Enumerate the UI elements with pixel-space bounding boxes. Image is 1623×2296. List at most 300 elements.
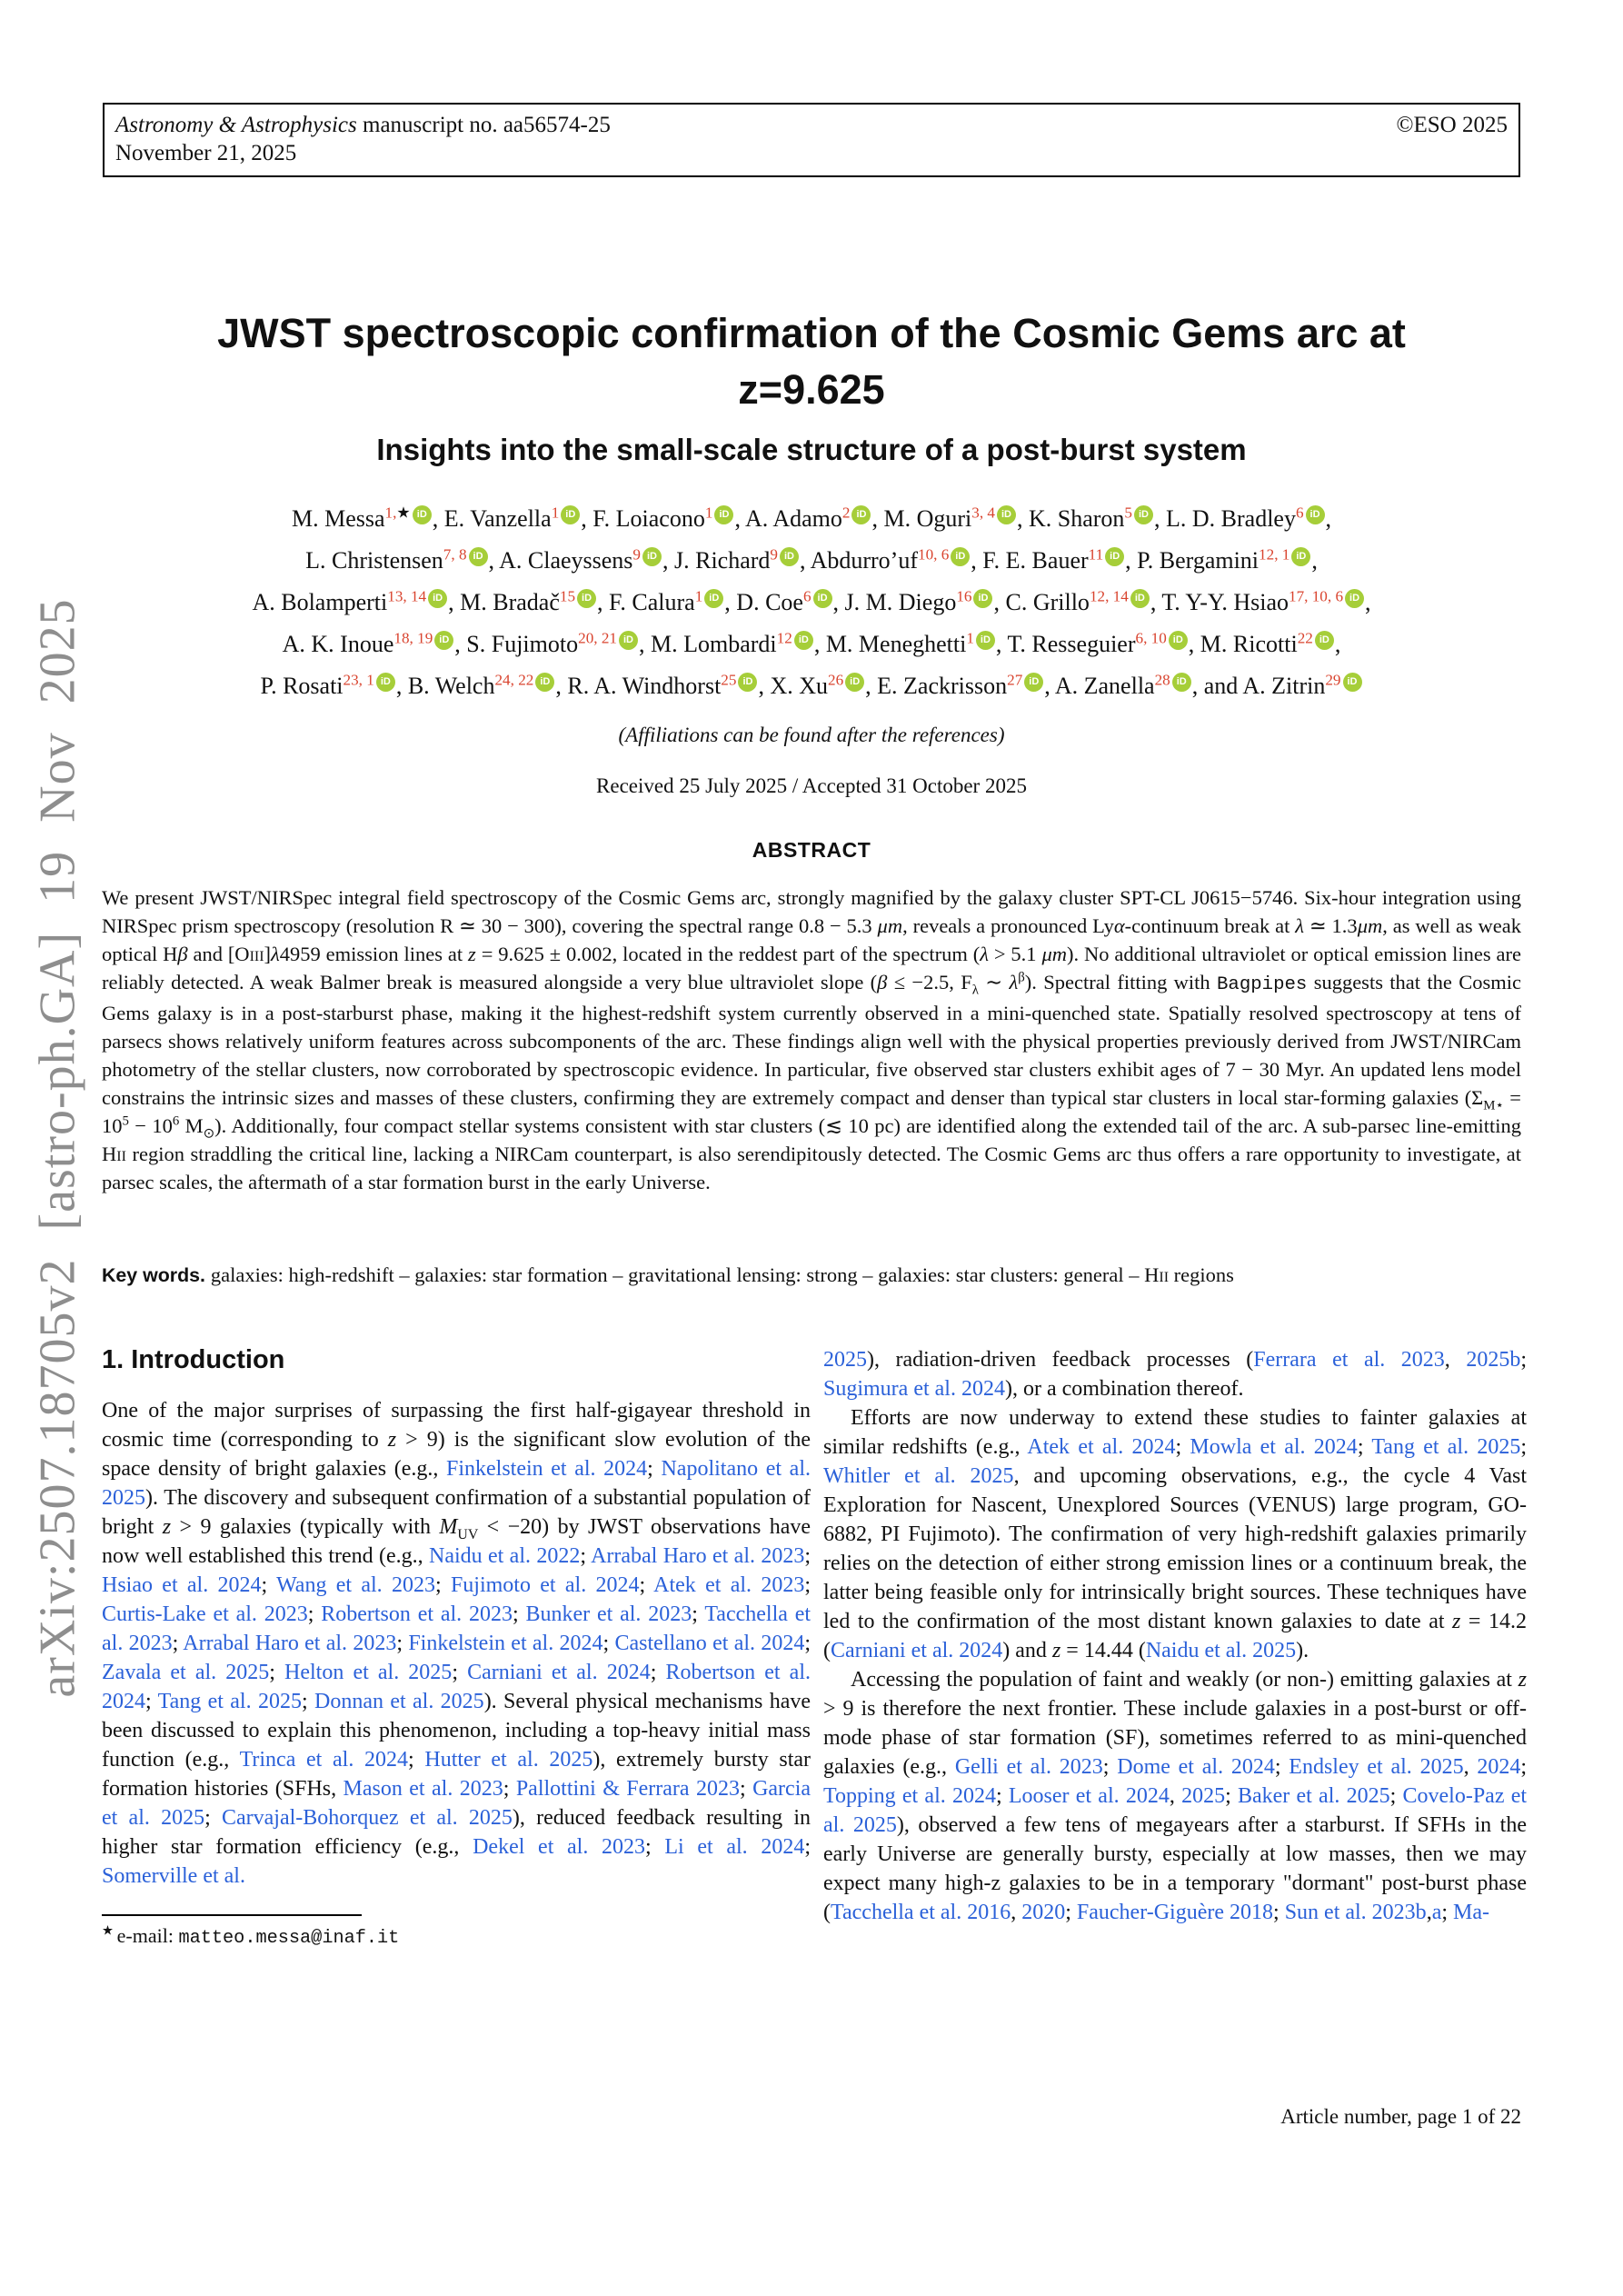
citation-link[interactable]: Curtis-Lake et al. 2023 [102, 1602, 308, 1626]
text-segment: ; [1520, 1348, 1527, 1372]
citation-link[interactable]: 2025 [823, 1348, 867, 1372]
orcid-icon[interactable]: iD [845, 673, 864, 692]
text-segment: < −20) by JWST observations have now well established this trend (e.g., [102, 1515, 811, 1568]
citation-link[interactable]: Topping et al. 2024 [823, 1784, 996, 1808]
text-segment: > 5.1 [988, 943, 1042, 965]
citation-link[interactable]: Trinca et al. 2024 [239, 1748, 409, 1772]
citation-link[interactable]: Tacchella et al. 2016 [831, 1901, 1011, 1924]
citation-link[interactable]: Donnan et al. 2025 [314, 1690, 484, 1713]
text-segment: 24, 22 [494, 671, 534, 689]
text-segment: region straddling the critical line, lacking a NIRCam counterpart, is also serendipitously detected. The Cosmic Gems arc thus offers a rare opportunity to investigate, at parsec scales, the aftermath of a star formation burst in the early Universe. [102, 1143, 1521, 1193]
citation-link[interactable]: Endsley et al. 2025 [1289, 1755, 1464, 1779]
date-line: November 21, 2025 [115, 141, 297, 165]
left-column [102, 1345, 811, 1952]
citation-link[interactable]: Naidu et al. 2022 [429, 1544, 581, 1568]
text-segment: z [387, 1428, 397, 1452]
text-segment: L. Christensen [305, 547, 443, 574]
citation-link[interactable]: Looser et al. 2024 [1008, 1784, 1170, 1808]
orcid-icon[interactable]: iD [1306, 505, 1325, 524]
text-segment: ; [1175, 1435, 1190, 1459]
arxiv-watermark-text: arXiv:2507.18705v2 [astro-ph.GA] 19 Nov 2025 [30, 598, 86, 1698]
text-segment: ; [301, 1690, 314, 1713]
citation-link[interactable]: Atek et al. 2024 [1027, 1435, 1176, 1459]
orcid-icon[interactable]: iD [976, 631, 995, 650]
text-segment: , M. Ricotti [1188, 631, 1298, 657]
citation-link[interactable]: Castellano et al. 2024 [614, 1632, 805, 1655]
orcid-icon[interactable]: iD [1291, 547, 1310, 566]
citation-link[interactable]: Carvajal-Bohorquez et al. 2025 [222, 1806, 513, 1830]
text-segment: ; [269, 1661, 285, 1684]
text-segment: ; [408, 1748, 425, 1772]
orcid-icon[interactable]: iD [1172, 673, 1191, 692]
text-segment: , M. Lombardi [639, 631, 777, 657]
text-segment: 27 [1007, 671, 1023, 689]
text-segment: , A. Zanella [1044, 673, 1155, 699]
text-segment: z [162, 1515, 172, 1539]
text-segment: ), observed a few tens of megayears after a starburst. If SFHs in the early Universe are generally bursty, especially at low masses, then we may expect many high-z galaxies to be in a temporary "dormant" post-burst phase ( [823, 1813, 1527, 1924]
text-segment: M [179, 1114, 204, 1137]
citation-link[interactable]: Gelli et al. 2023 [954, 1755, 1103, 1779]
orcid-icon[interactable]: iD [1169, 631, 1188, 650]
text-segment: 16 [956, 587, 972, 605]
orcid-icon[interactable]: iD [434, 631, 453, 650]
text-segment: M. Messa [291, 505, 385, 532]
citation-link[interactable]: Mason et al. 2023 [343, 1777, 503, 1801]
text-segment: , T. Resseguier [995, 631, 1136, 657]
text-segment: , Abdurro’uf [800, 547, 918, 574]
text-segment: e-mail: [116, 1924, 179, 1947]
text-segment: ; [1357, 1435, 1372, 1459]
text-segment: ; [804, 1632, 812, 1655]
author-line [100, 624, 1523, 665]
text-segment: λ [980, 943, 989, 965]
text-segment: ii [1159, 1263, 1170, 1286]
text-segment: manuscript no. aa56574-25 [356, 113, 611, 137]
text-segment: ≃ 1.3 [1303, 914, 1358, 937]
citation-link[interactable]: Napolitano et al. 2025 [102, 1457, 811, 1510]
text-segment: , and A. Zitrin [1191, 673, 1326, 699]
orcid-icon[interactable]: iD [619, 631, 638, 650]
text-segment: ; [261, 1573, 277, 1597]
text-segment: λ [1295, 914, 1304, 937]
text-segment: 6, 10 [1135, 629, 1167, 647]
text-segment: 22 [1297, 629, 1313, 647]
orcid-icon[interactable]: iD [1105, 547, 1124, 566]
text-segment: -continuum break at [1124, 914, 1296, 937]
text-segment: ⊙ [203, 1126, 215, 1142]
text-segment: 9 [632, 545, 641, 564]
paper-title-line1: JWST spectroscopic confirmation of the Cosmic Gems arc at [217, 310, 1406, 356]
orcid-icon[interactable]: iD [1134, 505, 1153, 524]
text-segment: ; [1274, 1755, 1289, 1779]
text-segment: ; [804, 1835, 812, 1859]
text-segment: ; [995, 1784, 1009, 1808]
orcid-icon[interactable]: iD [413, 505, 432, 524]
text-segment: ; [1520, 1755, 1528, 1779]
text-segment: ∼ [978, 971, 1010, 993]
text-segment: 15 [559, 587, 576, 605]
citation-link[interactable]: Tacchella et al. 2023 [102, 1602, 812, 1655]
intro-paragraph [823, 1403, 1527, 1665]
text-segment: , M. Bradač [448, 589, 560, 615]
text-segment: − 10 [128, 1114, 173, 1137]
text-segment: ≤ −2.5, F [887, 971, 972, 993]
text-segment: , reveals a pronounced Ly [902, 914, 1114, 937]
author-list [100, 498, 1523, 707]
text-segment: , L. D. Bradley [1154, 505, 1296, 532]
orcid-icon[interactable]: iD [738, 673, 757, 692]
text-segment: ). No additional ultraviolet or optical emission lines are reliably detected. A weak Balmer break is measured alongside a very blue ultraviolet slope ( [102, 943, 1521, 993]
text-segment: A. Bolamperti [252, 589, 388, 615]
citation-link[interactable]: Li et al. 2024 [664, 1835, 805, 1859]
citation-link[interactable]: Sun et al. 2023b [1284, 1901, 1427, 1924]
text-segment: 12, 1 [1259, 545, 1290, 564]
text-segment: ), or a combination thereof. [1004, 1377, 1244, 1401]
citation-link[interactable]: Robertson et al. 2023 [321, 1602, 513, 1626]
text-segment: ), extremely bursty star formation histories (SFHs, [102, 1748, 812, 1801]
intro-paragraph [102, 1396, 811, 1891]
citation-link[interactable]: Atek et al. 2023 [653, 1573, 805, 1597]
citation-link[interactable]: Mowla et al. 2024 [1190, 1435, 1358, 1459]
text-segment: ; [434, 1573, 451, 1597]
text-segment: ) and [1002, 1639, 1052, 1662]
author-line [100, 665, 1523, 707]
citation-link[interactable]: Baker et al. 2025 [1237, 1784, 1390, 1808]
text-segment: 6 [802, 587, 812, 605]
text-segment: Accessing the population of faint and weakly (or non-) emitting galaxies at [851, 1668, 1518, 1692]
text-segment: μm [1357, 914, 1383, 937]
text-segment: A. K. Inoue [282, 631, 394, 657]
text-segment: regions [1169, 1263, 1234, 1286]
text-segment: z [1051, 1639, 1061, 1662]
text-segment: ). The discovery and subsequent confirmation of a substantial population of bright [102, 1486, 811, 1539]
orcid-icon[interactable]: iD [1345, 589, 1364, 608]
text-segment: , X. Xu [758, 673, 829, 699]
orcid-icon[interactable]: iD [813, 589, 832, 608]
text-segment: iii [249, 943, 264, 965]
text-segment: Key words. [102, 1264, 211, 1286]
citation-link[interactable]: Ma- [1453, 1901, 1489, 1924]
text-segment: ; [307, 1602, 322, 1626]
orcid-icon[interactable]: iD [780, 547, 799, 566]
orcid-icon[interactable]: iD [376, 673, 395, 692]
orcid-icon[interactable]: iD [1315, 631, 1334, 650]
author-line [100, 498, 1523, 540]
journal-header-left [115, 111, 611, 167]
orcid-icon[interactable]: iD [997, 505, 1016, 524]
eso-copyright: ©ESO 2025 [1396, 113, 1508, 137]
text-segment: , D. Coe [724, 589, 803, 615]
keywords-line [102, 1262, 1521, 1289]
text-segment: 6 [1295, 504, 1304, 522]
text-segment: λ [971, 983, 979, 998]
citation-link[interactable]: Arrabal Haro et al. 2023 [183, 1632, 397, 1655]
citation-link[interactable]: Covelo-Paz et al. 2025 [823, 1784, 1528, 1837]
citation-link[interactable]: 2024 [1477, 1755, 1521, 1779]
citation-link[interactable]: Zavala et al. 2025 [102, 1661, 270, 1684]
orcid-icon[interactable]: iD [973, 589, 992, 608]
right-column [823, 1345, 1527, 1927]
text-segment: 2 [841, 504, 851, 522]
text-segment: 10, 6 [917, 545, 950, 564]
text-segment: ; [145, 1690, 158, 1713]
text-segment: ii [116, 1143, 126, 1165]
text-segment: , E. Zackrisson [865, 673, 1008, 699]
citation-link[interactable]: Finkelstein et al. 2024 [445, 1457, 648, 1481]
text-segment: , [1011, 1901, 1022, 1924]
text-segment: 7, 8 [443, 545, 467, 564]
text-segment: β [877, 971, 888, 993]
text-segment: μm [1041, 943, 1067, 965]
text-segment: , A. Adamo [734, 505, 842, 532]
text-segment: ; [1273, 1901, 1285, 1924]
text-segment: ; [804, 1573, 812, 1597]
text-segment: = 10 [102, 1086, 1521, 1137]
text-segment: , as well as weak optical H [102, 914, 1522, 965]
text-segment: , K. Sharon [1016, 505, 1125, 532]
text-segment: We present JWST/NIRSpec integral field spectroscopy of the Cosmic Gems arc, strongly magnified by the galaxy cluster SPT-CL J0615−5746. Six-hour integration using NIRSpec prism spectroscopy (resolution R ≃ 30 − 300), covering the spectral range 0.8 − 5.3 [102, 886, 1521, 937]
citation-link[interactable]: Carniani et al. 2024 [831, 1639, 1003, 1662]
text-segment: ; [647, 1457, 662, 1481]
citation-link[interactable]: Hutter et al. 2025 [424, 1748, 593, 1772]
text-segment: ; [1102, 1755, 1118, 1779]
text-segment: P. Rosati [260, 673, 344, 699]
intro-paragraph-continued [823, 1345, 1527, 1403]
orcid-icon[interactable]: iD [642, 547, 662, 566]
orcid-icon[interactable]: iD [704, 589, 723, 608]
text-segment: , [1334, 631, 1341, 657]
text-segment: , [1426, 1901, 1432, 1924]
affiliations-note: (Affiliations can be found after the references) [618, 724, 1005, 746]
text-segment: ; [602, 1632, 615, 1655]
citation-link[interactable]: Pallottini & Ferrara 2023 [515, 1777, 740, 1801]
citation-link[interactable]: Ferrara et al. 2023 [1253, 1348, 1445, 1372]
orcid-icon[interactable]: iD [1343, 673, 1362, 692]
text-segment: 9 [770, 545, 778, 564]
text-segment: ★ [396, 504, 411, 522]
citation-link[interactable]: Carniani et al. 2024 [467, 1661, 651, 1684]
text-segment: , J. M. Diego [832, 589, 957, 615]
text-segment: , [1365, 589, 1371, 615]
citation-link[interactable]: Helton et al. 2025 [284, 1661, 453, 1684]
text-segment: ; [650, 1661, 666, 1684]
text-segment: ). Additionally, four compact stellar systems consistent with star clusters (≲ 10 pc) are identified along the extended tail of the arc. A sub-parsec line-emitting H [102, 1114, 1521, 1165]
text-segment: , [1325, 505, 1332, 532]
text-segment: 29 [1325, 671, 1341, 689]
text-segment: 20, 21 [578, 629, 617, 647]
text-segment: 17, 10, 6 [1288, 587, 1344, 605]
citation-link[interactable]: Robertson et al. 2024 [102, 1661, 811, 1713]
text-segment: Bagpipes [1217, 974, 1308, 995]
orcid-icon[interactable]: iD [469, 547, 488, 566]
text-segment: ; [692, 1602, 705, 1626]
orcid-icon[interactable]: iD [1024, 673, 1043, 692]
text-segment: , [1311, 547, 1318, 574]
text-segment: ; [452, 1661, 468, 1684]
arxiv-watermark [16, 0, 100, 2296]
abstract-heading: ABSTRACT [752, 838, 871, 862]
text-segment: , [1169, 1784, 1182, 1808]
text-segment: , F. Loiacono [581, 505, 705, 532]
text-segment: M⋆ [1483, 1098, 1504, 1113]
orcid-icon[interactable]: iD [714, 505, 733, 524]
text-segment: 1 [966, 629, 974, 647]
paper-subtitle: Insights into the small-scale structure of a post-burst system [376, 433, 1247, 466]
author-footnote [102, 1914, 811, 1952]
orcid-icon[interactable]: iD [1130, 589, 1150, 608]
text-segment: ] [264, 943, 272, 965]
text-segment: β [1018, 970, 1025, 985]
text-segment: ; [204, 1806, 222, 1830]
orcid-icon[interactable]: iD [951, 547, 970, 566]
text-segment: , M. Meneghetti [813, 631, 967, 657]
text-segment: z [468, 943, 476, 965]
text-segment: = 9.625 ± 0.002, located in the reddest part of the spectrum ( [475, 943, 981, 965]
received-accepted: Received 25 July 2025 / Accepted 31 October 2025 [596, 774, 1027, 797]
citation-link[interactable]: Sugimura et al. 2024 [823, 1377, 1005, 1401]
text-segment: One of the major surprises of surpassing the first half-gigayear threshold in cosmic time (corresponding to [102, 1399, 811, 1452]
author-line [100, 582, 1523, 624]
citation-link[interactable]: Tang et al. 2025 [157, 1690, 302, 1713]
text-segment: Astronomy & Astrophysics [115, 113, 357, 137]
text-segment: = 14.44 ( [1060, 1639, 1146, 1662]
text-segment: ; [739, 1777, 753, 1801]
text-segment: 1, [384, 504, 397, 522]
article-page-number: Article number, page 1 of 22 [1280, 2105, 1521, 2128]
citation-link[interactable]: 2020 [1021, 1901, 1066, 1924]
orcid-icon[interactable]: iD [535, 673, 554, 692]
text-segment: , [1463, 1755, 1478, 1779]
text-segment: ). Spectral fitting with [1024, 971, 1218, 993]
orcid-icon[interactable]: iD [577, 589, 596, 608]
text-segment: 25 [721, 671, 737, 689]
text-segment: 1 [694, 587, 703, 605]
text-segment: ; [1441, 1901, 1454, 1924]
citation-link[interactable]: Whitler et al. 2025 [823, 1464, 1014, 1488]
text-segment: 1 [551, 504, 560, 522]
citation-link[interactable]: Tang et al. 2025 [1371, 1435, 1521, 1459]
text-segment: 26 [828, 671, 844, 689]
footnote-rule [102, 1914, 362, 1916]
text-segment: ; [1225, 1784, 1238, 1808]
text-segment: > 9 is therefore the next frontier. These include galaxies in a post-burst or off-mode phase of star formation (SF), sometimes referred to as mini-quenched galaxies (e.g., [823, 1697, 1527, 1779]
text-segment: , R. A. Windhorst [555, 673, 722, 699]
text-segment: UV [457, 1526, 479, 1542]
text-segment: μm [877, 914, 903, 937]
author-line [100, 540, 1523, 582]
text-segment: ; [645, 1835, 665, 1859]
text-segment: , M. Oguri [871, 505, 972, 532]
text-segment: ), radiation-driven feedback processes ( [867, 1348, 1254, 1372]
text-segment: 6 [172, 1113, 180, 1129]
orcid-icon[interactable]: iD [561, 505, 580, 524]
text-segment: and [O [187, 943, 250, 965]
text-segment: 5 [1124, 504, 1132, 522]
citation-link[interactable]: Faucher-Giguère 2018 [1076, 1901, 1274, 1924]
intro-paragraph [823, 1665, 1527, 1927]
journal-header [103, 103, 1520, 177]
paper-title-line2: z=9.625 [738, 366, 885, 413]
text-segment: β [177, 943, 188, 965]
text-segment: z [1518, 1668, 1527, 1692]
text-segment: ; [639, 1573, 654, 1597]
text-segment: , F. Calura [597, 589, 695, 615]
text-segment: z [1452, 1610, 1461, 1633]
text-segment: 12, 14 [1089, 587, 1129, 605]
citation-link[interactable]: Somerville et al. [102, 1864, 245, 1888]
text-segment: 5 [122, 1113, 129, 1129]
text-segment: ; [513, 1602, 526, 1626]
section-heading-introduction: 1. Introduction [102, 1345, 285, 1374]
citation-link[interactable]: Garcia et al. 2025 [102, 1777, 812, 1830]
text-segment: ; [804, 1544, 812, 1568]
text-segment: 18, 19 [393, 629, 433, 647]
text-segment: ). Several physical mechanisms have been discussed to explain this phenomenon, including a top-heavy initial mass function (e.g., [102, 1690, 812, 1772]
citation-link[interactable]: Arrabal Haro et al. 2023 [591, 1544, 805, 1568]
text-segment: α [1113, 914, 1125, 937]
citation-link[interactable]: Dome et al. 2024 [1117, 1755, 1275, 1779]
orcid-icon[interactable]: iD [428, 589, 447, 608]
citation-link[interactable]: Hsiao et al. 2024 [102, 1573, 262, 1597]
text-segment: M [439, 1515, 458, 1539]
text-segment: ). [1296, 1639, 1309, 1662]
text-segment: , S. Fujimoto [454, 631, 579, 657]
text-segment: , F. E. Bauer [971, 547, 1089, 574]
text-segment: 13, 14 [387, 587, 427, 605]
citation-link[interactable]: Bunker et al. 2023 [525, 1602, 692, 1626]
text-segment: 11 [1088, 545, 1104, 564]
text-segment: , and upcoming observations, e.g., the cycle 4 Vast Exploration for Nascent, Unexplored Sources (VENUS) large program, GO-6882, PI Fujimoto). The confirmation of very high-redshift galaxies primarily relies on the detection of either strong emission lines or a continuum break, the latter being feasible only for intrinsically bright sources. These techniques have led to the confirmation of the most distant known galaxies to date at [823, 1464, 1527, 1633]
text-segment: ; [503, 1777, 516, 1801]
citation-link[interactable]: Naidu et al. 2025 [1145, 1639, 1297, 1662]
text-segment: ★ [102, 1923, 117, 1939]
text-segment: 23, 1 [343, 671, 374, 689]
citation-link[interactable]: 2025b [1466, 1348, 1521, 1372]
citation-link[interactable]: Finkelstein et al. 2024 [408, 1632, 603, 1655]
citation-link[interactable]: a [1431, 1901, 1442, 1924]
citation-link[interactable]: 2025 [1181, 1784, 1226, 1808]
text-segment: , [1444, 1348, 1467, 1372]
text-segment: ; [580, 1544, 592, 1568]
citation-link[interactable]: Dekel et al. 2023 [473, 1835, 646, 1859]
text-segment: 28 [1154, 671, 1170, 689]
citation-link[interactable]: Fujimoto et al. 2024 [450, 1573, 640, 1597]
text-segment: 1 [704, 504, 713, 522]
footnote-email[interactable] [102, 1923, 811, 1952]
orcid-icon[interactable]: iD [794, 631, 813, 650]
manuscript-line [115, 111, 611, 139]
text-segment: > 9) is the significant slow evolution of the space density of bright galaxies (e.g., [102, 1428, 811, 1481]
text-segment: > 9 galaxies (typically with [171, 1515, 440, 1539]
text-segment: galaxies: high-redshift – galaxies: star formation – gravitational lensing: strong – galaxies: star clusters: general – H [210, 1263, 1160, 1286]
text-segment: 4959 emission lines at [279, 943, 469, 965]
text-segment: ; [1389, 1784, 1403, 1808]
text-segment: ), reduced feedback resulting in higher star formation efficiency (e.g., [102, 1806, 812, 1859]
text-segment: ; [172, 1632, 184, 1655]
text-segment: matteo.messa@inaf.it [178, 1928, 400, 1949]
text-segment: , E. Vanzella [432, 505, 552, 532]
text-segment: ; [396, 1632, 409, 1655]
text-segment: , C. Grillo [993, 589, 1090, 615]
text-segment: , T. Y-Y. Hsiao [1150, 589, 1289, 615]
text-segment: λ [1009, 971, 1019, 993]
text-segment: Efforts are now underway to extend these studies to fainter galaxies at similar redshifts (e.g., [823, 1406, 1527, 1459]
citation-link[interactable]: Wang et al. 2023 [276, 1573, 435, 1597]
text-segment: ; [1520, 1435, 1528, 1459]
abstract-body [102, 883, 1521, 1196]
orcid-icon[interactable]: iD [851, 505, 871, 524]
text-segment: , J. Richard [662, 547, 771, 574]
